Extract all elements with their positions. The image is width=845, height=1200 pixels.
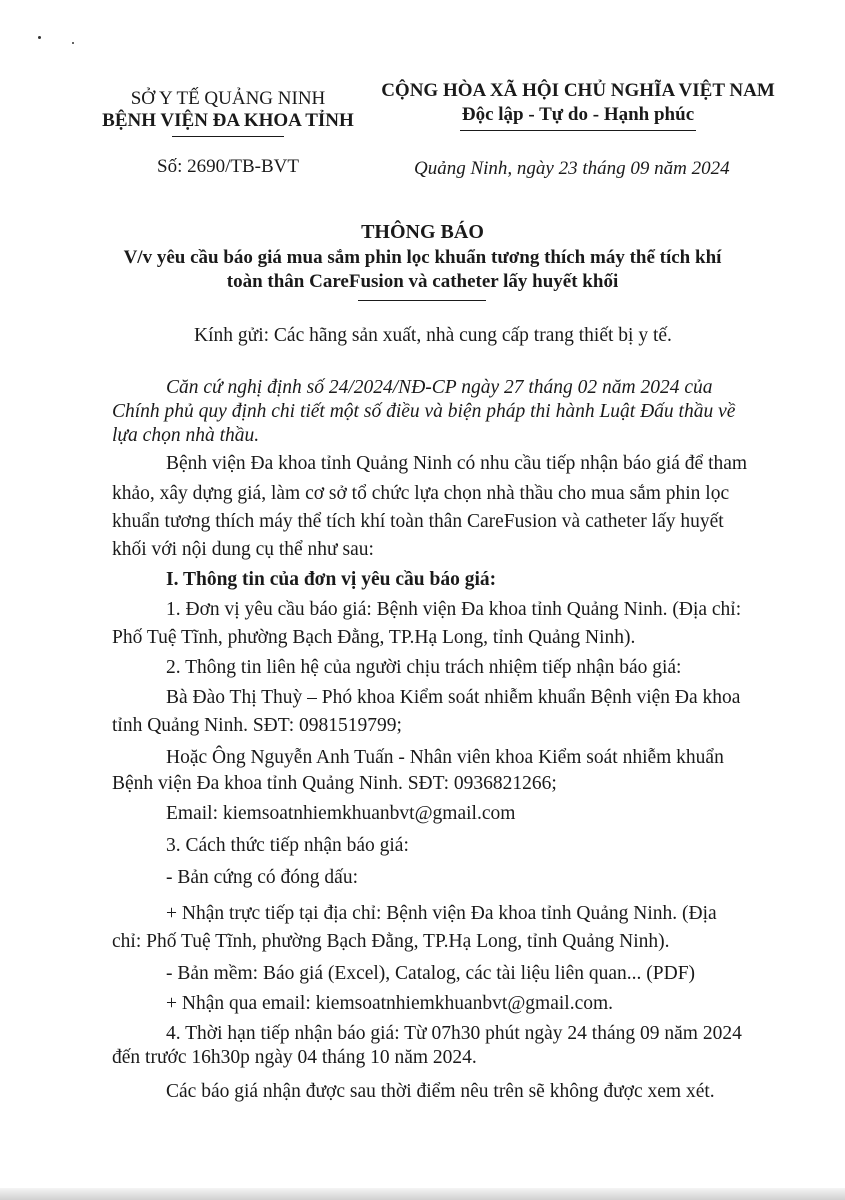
scan-bottom-edge xyxy=(0,1188,845,1200)
contact1-line2: tỉnh Quảng Ninh. SĐT: 0981519799; xyxy=(112,715,402,736)
header-right-rule xyxy=(460,130,696,131)
legal-basis-line3: lựa chọn nhà thầu. xyxy=(112,425,260,446)
section1-heading: I. Thông tin của đơn vị yêu cầu báo giá: xyxy=(166,569,497,590)
notice-title: THÔNG BÁO xyxy=(361,221,484,243)
intro-line2: khảo, xây dựng giá, làm cơ sở tổ chức lựa chọn nhà thầu cho mua sắm phin lọc xyxy=(112,483,730,504)
item2-heading: 2. Thông tin liên hệ của người chịu trách nhiệm tiếp nhận báo giá: xyxy=(166,657,682,678)
contact2-line1: Hoặc Ông Nguyễn Anh Tuấn - Nhân viên khoa Kiểm soát nhiễm khuẩn xyxy=(166,747,724,768)
document-number: Số: 2690/TB-BVT xyxy=(157,156,299,177)
notice-subject-line2: toàn thân CareFusion và catheter lấy huyết khối xyxy=(226,271,619,292)
header-left-rule xyxy=(172,136,284,137)
closing-line: Các báo giá nhận được sau thời điểm nêu trên sẽ không được xem xét. xyxy=(166,1081,715,1102)
legal-basis-line1: Căn cứ nghị định số 24/2024/NĐ-CP ngày 27 tháng 02 năm 2024 của xyxy=(166,377,713,398)
intro-line1: Bệnh viện Đa khoa tỉnh Quảng Ninh có nhu cầu tiếp nhận báo giá để tham xyxy=(166,453,748,474)
softcopy-detail: + Nhận qua email: kiemsoatnhiemkhuanbvt@gmail.com. xyxy=(166,993,614,1014)
item3-heading: 3. Cách thức tiếp nhận báo giá: xyxy=(166,835,409,856)
intro-line3: khuẩn tương thích máy thể tích khí toàn thân CareFusion và catheter lấy huyết xyxy=(112,511,724,532)
place-date: Quảng Ninh, ngày 23 tháng 09 năm 2024 xyxy=(414,158,730,179)
legal-basis-line2: Chính phủ quy định chi tiết một số điều và biện pháp thi hành Luật Đấu thầu về xyxy=(112,401,736,422)
item1-line2: Phố Tuệ Tĩnh, phường Bạch Đằng, TP.Hạ Long, tỉnh Quảng Ninh). xyxy=(112,627,636,648)
hardcopy-detail-line2: chỉ: Phố Tuệ Tĩnh, phường Bạch Đằng, TP.Hạ Long, tỉnh Quảng Ninh). xyxy=(112,931,670,952)
scan-speck xyxy=(72,42,74,44)
recipient-line: Kính gửi: Các hãng sản xuất, nhà cung cấp trang thiết bị y tế. xyxy=(194,325,672,346)
agency-name: SỞ Y TẾ QUẢNG NINH xyxy=(130,88,326,109)
item1-line1: 1. Đơn vị yêu cầu báo giá: Bệnh viện Đa khoa tỉnh Quảng Ninh. (Địa chỉ: xyxy=(166,599,742,620)
national-title: CỘNG HÒA XÃ HỘI CHỦ NGHĨA VIỆT NAM xyxy=(381,80,775,101)
contact1-line1: Bà Đào Thị Thuỳ – Phó khoa Kiểm soát nhiễm khuẩn Bệnh viện Đa khoa xyxy=(166,687,741,708)
hardcopy-heading: - Bản cứng có đóng dấu: xyxy=(166,867,358,888)
scan-speck xyxy=(38,36,41,39)
contact2-line2: Bệnh viện Đa khoa tỉnh Quảng Ninh. SĐT: 0936821266; xyxy=(112,773,557,794)
hospital-name: BỆNH VIỆN ĐA KHOA TỈNH xyxy=(102,110,354,131)
softcopy-heading: - Bản mềm: Báo giá (Excel), Catalog, các tài liệu liên quan... (PDF) xyxy=(166,963,696,984)
national-motto: Độc lập - Tự do - Hạnh phúc xyxy=(461,104,695,125)
hardcopy-detail-line1: + Nhận trực tiếp tại địa chỉ: Bệnh viện Đa khoa tỉnh Quảng Ninh. (Địa xyxy=(166,903,717,924)
item4-line1: 4. Thời hạn tiếp nhận báo giá: Từ 07h30 phút ngày 24 tháng 09 năm 2024 xyxy=(166,1023,742,1044)
title-rule xyxy=(358,300,486,301)
notice-subject-line1: V/v yêu cầu báo giá mua sắm phin lọc khuẩn tương thích máy thể tích khí xyxy=(123,247,722,268)
intro-line4: khối với nội dung cụ thể như sau: xyxy=(112,539,374,560)
email-line: Email: kiemsoatnhiemkhuanbvt@gmail.com xyxy=(166,803,516,824)
item4-line2: đến trước 16h30p ngày 04 tháng 10 năm 2024. xyxy=(112,1047,477,1068)
